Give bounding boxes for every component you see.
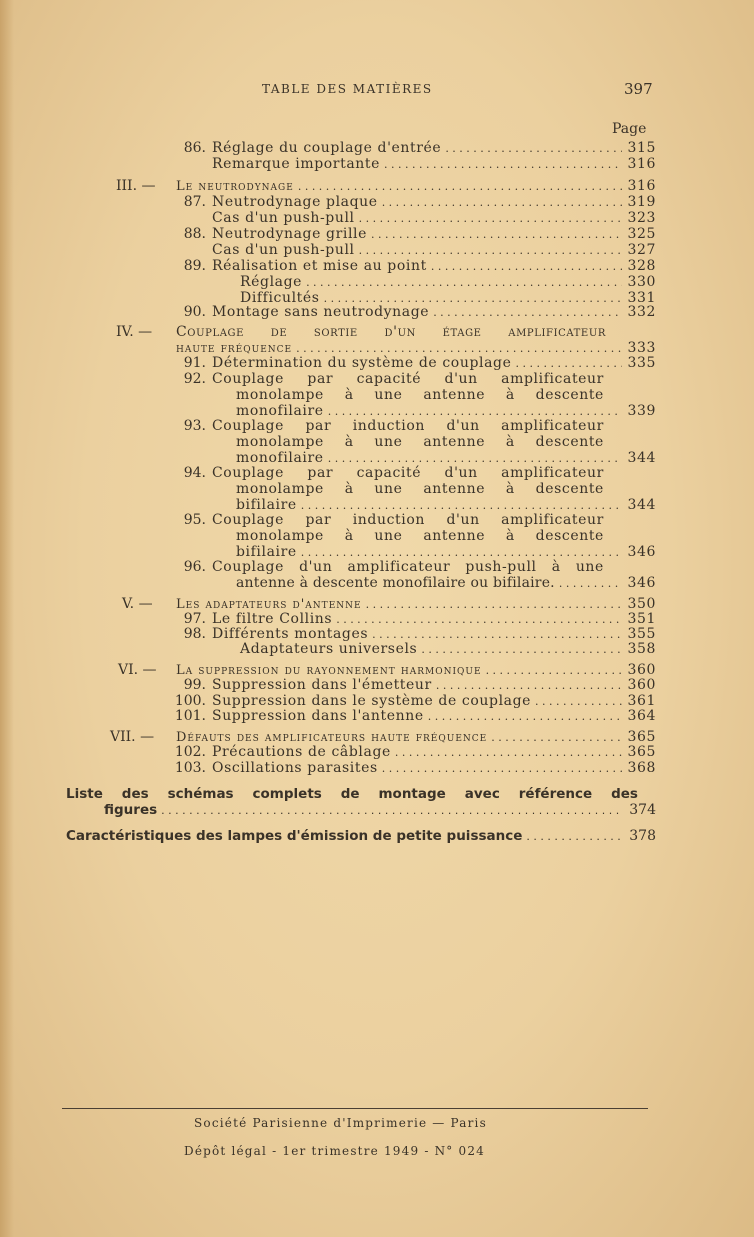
entry-title: Réglage du couplage d'entrée — [212, 140, 442, 156]
entry-number: 86. — [183, 140, 206, 156]
title-word: amplificateur — [501, 418, 604, 434]
entry-page: 331 — [627, 290, 656, 306]
entry-title: Remarque importante — [212, 156, 380, 172]
title-word: induction — [352, 512, 425, 528]
entry-number: 101. — [174, 708, 206, 724]
entry-title: Suppression dans l'antenne — [212, 708, 424, 724]
entry-title-line — [236, 387, 604, 403]
title-word: Couplage — [212, 371, 284, 387]
entry-number: 91. — [183, 355, 206, 371]
title-word: monolampe — [236, 481, 324, 497]
section-numeral: III. — — [116, 178, 156, 194]
entry-title: bifilaire — [236, 497, 297, 513]
entry-title-line — [212, 418, 604, 434]
title-word: à — [344, 434, 354, 450]
toc-section — [176, 662, 656, 678]
entry-title-line — [236, 434, 604, 450]
dot-leader — [395, 744, 622, 761]
dot-leader — [382, 760, 622, 777]
entry-number: 92. — [183, 371, 206, 387]
title-word: amplificateur — [501, 465, 604, 481]
entry-title: monofilaire — [236, 450, 324, 466]
entry-page: 316 — [627, 156, 656, 172]
title-word: par — [305, 418, 332, 434]
toc-entry — [236, 403, 656, 419]
entry-title-line — [236, 528, 604, 544]
entry-page: 327 — [627, 242, 656, 258]
title-word: descente — [535, 387, 604, 403]
entry-title-line — [212, 465, 604, 481]
entry-number: 102. — [174, 744, 206, 760]
entry-title: Différents montages — [212, 626, 369, 642]
printer-imprint: Société Parisienne d'Imprimerie — Paris — [194, 1116, 487, 1130]
entry-page: 360 — [627, 662, 656, 678]
entry-title: Le filtre Collins — [212, 611, 333, 627]
dot-leader — [421, 641, 622, 658]
toc-entry — [236, 544, 656, 560]
entry-number: 100. — [174, 693, 206, 709]
entry-title: Oscillations parasites — [212, 760, 378, 776]
title-word: monolampe — [236, 528, 324, 544]
dot-leader — [431, 258, 622, 275]
toc-entry — [212, 626, 656, 642]
title-word: monolampe — [236, 434, 324, 450]
dot-leader — [433, 304, 622, 321]
entry-page: 344 — [627, 497, 656, 513]
toc-entry — [212, 304, 656, 320]
dot-leader — [161, 802, 622, 819]
dot-leader — [428, 708, 622, 725]
entry-page: 328 — [627, 258, 656, 274]
entry-title: Suppression dans l'émetteur — [212, 677, 432, 693]
title-word: sortie — [313, 324, 358, 340]
toc-section — [176, 178, 656, 194]
section-title: Défauts des amplificateurs haute fréquence — [176, 730, 488, 745]
dot-leader — [559, 575, 622, 592]
entry-title: Détermination du système de couplage — [212, 355, 512, 371]
toc-entry — [212, 258, 656, 274]
entry-title: Difficultés — [240, 290, 320, 306]
entry-page: 364 — [627, 708, 656, 724]
entry-page: 374 — [629, 802, 656, 818]
toc-entry — [212, 210, 656, 226]
title-word: descente — [535, 528, 604, 544]
title-word: par — [305, 512, 332, 528]
dot-leader — [384, 156, 622, 173]
dot-leader — [298, 178, 622, 195]
entry-title-line — [212, 559, 604, 575]
title-word: schémas — [167, 786, 234, 802]
toc-entry — [212, 242, 656, 258]
title-word: amplificateur — [347, 559, 451, 575]
entry-page: 339 — [627, 403, 656, 419]
section-title: Le neutrodynage — [176, 179, 294, 194]
entry-page: 316 — [627, 178, 656, 194]
title-word: d'un — [444, 371, 478, 387]
entry-page: 351 — [627, 611, 656, 627]
dot-leader — [515, 355, 622, 372]
page-column-label: Page — [612, 121, 647, 137]
title-word: à — [505, 481, 515, 497]
entry-page: 330 — [627, 274, 656, 290]
appendix-title-line — [66, 786, 638, 803]
title-word: une — [374, 387, 403, 403]
title-word: descente — [535, 481, 604, 497]
title-word: de — [270, 324, 288, 340]
entry-page: 344 — [627, 450, 656, 466]
title-word: amplificateur — [501, 371, 604, 387]
appendix-entry — [66, 828, 656, 845]
entry-page: 333 — [627, 340, 656, 356]
entry-page: 358 — [627, 641, 656, 657]
toc-entry — [240, 274, 656, 290]
entry-page: 350 — [627, 596, 656, 612]
title-word: push-pull — [465, 559, 537, 575]
entry-number: 99. — [183, 677, 206, 693]
entry-page: 361 — [627, 693, 656, 709]
toc-entry — [212, 708, 656, 724]
entry-title-line — [212, 371, 604, 387]
title-word: une — [575, 559, 604, 575]
title-word: Couplage — [212, 559, 284, 575]
entry-title: Caractéristiques des lampes d'émission de petite puissance — [66, 828, 523, 844]
toc-entry — [212, 693, 656, 709]
entry-title: Adaptateurs universels — [240, 641, 418, 657]
page-edge-shadow — [0, 0, 14, 1237]
entry-number: 87. — [183, 194, 206, 210]
section-numeral: VII. — — [110, 729, 155, 745]
toc-entry — [212, 140, 656, 156]
toc-entry — [212, 677, 656, 693]
title-word: complets — [252, 786, 322, 802]
title-word: d'un — [299, 559, 333, 575]
dot-leader — [306, 274, 622, 291]
title-word: induction — [352, 418, 425, 434]
entry-number: 97. — [183, 611, 206, 627]
title-word: de — [340, 786, 360, 802]
toc-entry — [212, 744, 656, 760]
entry-page: 365 — [627, 744, 656, 760]
entry-title: Précautions de câblage — [212, 744, 391, 760]
title-word: à — [505, 528, 515, 544]
toc-entry — [236, 575, 656, 591]
entry-number: 89. — [183, 258, 206, 274]
appendix-entry — [104, 802, 656, 819]
entry-number: 90. — [183, 304, 206, 320]
section-numeral: IV. — — [116, 324, 153, 340]
section-numeral: VI. — — [118, 662, 157, 678]
title-word: Liste — [66, 786, 103, 802]
entry-title: Réalisation et mise au point — [212, 258, 427, 274]
title-word: à — [344, 528, 354, 544]
dot-leader — [436, 677, 622, 694]
title-word: d'un — [444, 465, 478, 481]
title-word: à — [344, 481, 354, 497]
title-word: à — [344, 387, 354, 403]
entry-number: 93. — [183, 418, 206, 434]
entry-number: 94. — [183, 465, 206, 481]
dot-leader — [371, 226, 622, 243]
section-title: haute fréquence — [176, 341, 293, 356]
title-word: Couplage — [212, 465, 284, 481]
title-word: antenne — [423, 434, 486, 450]
entry-page: 365 — [627, 729, 656, 745]
title-word: Couplage — [212, 512, 284, 528]
entry-title: Neutrodynage plaque — [212, 194, 378, 210]
toc-entry — [212, 156, 656, 172]
section-numeral: V. — — [122, 596, 153, 612]
entry-page: 325 — [627, 226, 656, 242]
entry-title: Neutrodynage grille — [212, 226, 368, 242]
entry-number: 98. — [183, 626, 206, 642]
toc-section — [176, 596, 656, 612]
title-word: à — [505, 387, 515, 403]
title-word: amplificateur — [501, 512, 604, 528]
entry-title: Réglage — [240, 274, 303, 290]
dot-leader — [526, 828, 622, 845]
entry-page: 335 — [627, 355, 656, 371]
entry-title: Suppression dans le système de couplage — [212, 693, 532, 709]
entry-page: 378 — [629, 828, 656, 844]
entry-page: 315 — [627, 140, 656, 156]
running-header-title: TABLE DES MATIÈRES — [262, 82, 433, 96]
title-word: par — [307, 465, 334, 481]
section-title: La suppression du rayonnement harmonique — [176, 663, 482, 678]
toc-entry — [236, 497, 656, 513]
title-word: des — [121, 786, 149, 802]
title-word: montage — [378, 786, 446, 802]
toc-section — [176, 729, 656, 745]
entry-number: 88. — [183, 226, 206, 242]
entry-title-line — [212, 512, 604, 528]
entry-number: 96. — [183, 559, 206, 575]
title-word: capacité — [356, 465, 422, 481]
entry-title: Montage sans neutrodynage — [212, 304, 430, 320]
toc-entry — [212, 226, 656, 242]
title-word: Couplage — [176, 324, 245, 340]
title-word: antenne — [423, 387, 486, 403]
toc-section — [176, 340, 656, 356]
title-word: capacité — [356, 371, 422, 387]
title-word: antenne — [423, 481, 486, 497]
entry-title: figures — [104, 802, 158, 818]
title-word: une — [374, 481, 403, 497]
title-word: à — [505, 434, 515, 450]
entry-page: 323 — [627, 210, 656, 226]
dot-leader — [359, 242, 622, 259]
entry-title: bifilaire — [236, 544, 297, 560]
title-word: d'un — [384, 324, 416, 340]
entry-page: 319 — [627, 194, 656, 210]
title-word: une — [374, 434, 403, 450]
title-word: antenne — [423, 528, 486, 544]
toc-entry — [212, 611, 656, 627]
title-word: Couplage — [212, 418, 284, 434]
title-word: une — [374, 528, 403, 544]
entry-title: antenne à descente monofilaire ou bifilaire. — [236, 575, 555, 591]
page-number: 397 — [624, 80, 653, 98]
title-word: avec — [464, 786, 500, 802]
toc-entry — [212, 355, 656, 371]
entry-page: 355 — [627, 626, 656, 642]
entry-number: 103. — [174, 760, 206, 776]
dot-leader — [359, 210, 622, 227]
entry-number: 95. — [183, 512, 206, 528]
title-word: étage — [442, 324, 482, 340]
title-word: à — [551, 559, 561, 575]
toc-entry — [212, 194, 656, 210]
title-word: des — [611, 786, 638, 802]
entry-page: 360 — [627, 677, 656, 693]
title-word: d'un — [446, 418, 480, 434]
legal-deposit: Dépôt légal - 1er trimestre 1949 - N° 024 — [184, 1144, 486, 1158]
toc-entry — [212, 760, 656, 776]
entry-page: 368 — [627, 760, 656, 776]
entry-page: 332 — [627, 304, 656, 320]
dot-leader — [382, 194, 622, 211]
section-title: Les adaptateurs d'antenne — [176, 597, 362, 612]
entry-title-line — [236, 481, 604, 497]
entry-page: 346 — [627, 544, 656, 560]
title-word: monolampe — [236, 387, 324, 403]
title-word: par — [307, 371, 334, 387]
entry-title: monofilaire — [236, 403, 324, 419]
title-word: descente — [535, 434, 604, 450]
title-word: d'un — [446, 512, 480, 528]
entry-page: 346 — [627, 575, 656, 591]
section-title-line — [176, 324, 606, 340]
entry-title: Cas d'un push-pull — [212, 242, 355, 258]
title-word: référence — [518, 786, 593, 802]
footer-rule — [62, 1108, 648, 1109]
entry-title: Cas d'un push-pull — [212, 210, 355, 226]
dot-leader — [445, 140, 622, 157]
toc-entry — [240, 641, 656, 657]
title-word: amplificateur — [508, 324, 606, 340]
toc-entry — [236, 450, 656, 466]
